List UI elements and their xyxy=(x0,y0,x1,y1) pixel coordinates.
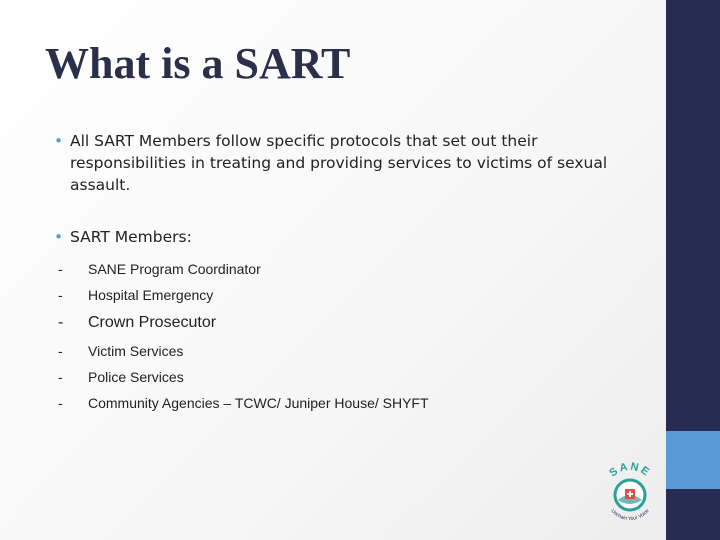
bullet-members-text: SART Members: xyxy=(70,228,192,246)
bullet-protocols xyxy=(54,130,644,196)
bullet-dot-icon: • xyxy=(54,228,64,246)
logo-bottom-text: Unchain Your Voice xyxy=(609,508,651,523)
list-item xyxy=(58,256,644,282)
dash-icon: - xyxy=(58,287,63,303)
list-item xyxy=(58,338,644,364)
bullet-members xyxy=(54,226,644,248)
member-text: SANE Program Coordinator xyxy=(88,261,261,277)
sane-logo-icon xyxy=(598,460,662,524)
list-item xyxy=(58,390,644,416)
dash-icon: - xyxy=(58,261,63,277)
logo-top-text: SANE xyxy=(607,460,653,480)
bullet-protocols-text: All SART Members follow specific protocols that set out their responsibilities in treating and providing services to victims of sexual assault. xyxy=(70,132,608,194)
bullet-list xyxy=(54,130,644,416)
list-item xyxy=(58,282,644,308)
member-text: Victim Services xyxy=(88,343,184,359)
member-text: Community Agencies – TCWC/ Juniper House/ SHYFT xyxy=(88,395,429,411)
dash-icon: - xyxy=(58,343,63,359)
list-item xyxy=(58,308,644,338)
member-text: Hospital Emergency xyxy=(88,287,214,303)
right-accent-bar-light xyxy=(666,431,720,489)
right-accent-bar-dark xyxy=(666,0,720,431)
member-text: Police Services xyxy=(88,369,184,385)
member-text: Crown Prosecutor xyxy=(88,314,217,331)
dash-icon: - xyxy=(58,395,63,411)
svg-text:SANE xyxy=(607,461,653,480)
members-list xyxy=(54,256,644,416)
list-item xyxy=(58,364,644,390)
dash-icon: - xyxy=(58,314,64,331)
dash-icon: - xyxy=(58,369,63,385)
slide-title: What is a SART xyxy=(45,39,351,88)
bullet-dot-icon: • xyxy=(54,132,64,150)
right-accent-bar-bottom xyxy=(666,489,720,540)
